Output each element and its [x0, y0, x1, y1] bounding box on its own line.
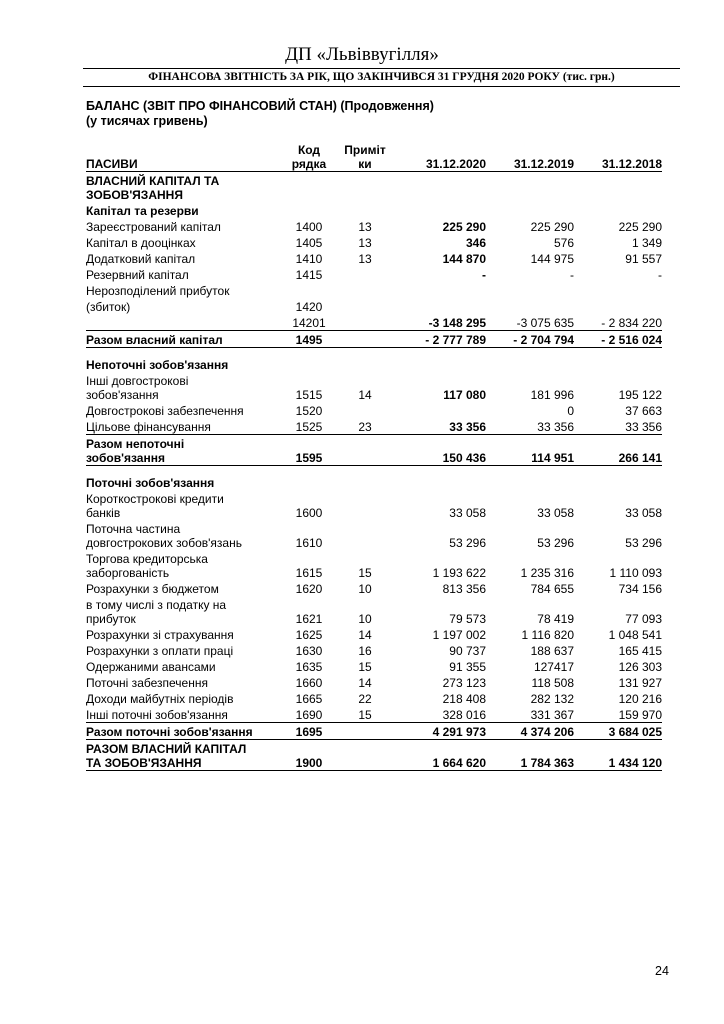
value-2019: 225 290 — [530, 220, 574, 234]
section-row-equity-liabilities — [86, 172, 662, 203]
row-label: Цільове фінансування — [86, 420, 211, 434]
report-title: БАЛАНС (ЗВІТ ПРО ФІНАНСОВИЙ СТАН) (Продовження) — [86, 99, 434, 113]
row-note: 14 — [358, 628, 372, 642]
row-code: 1400 — [295, 220, 323, 234]
row-note: 15 — [358, 566, 372, 580]
row-note: 15 — [358, 660, 372, 674]
value-2019: 53 296 — [537, 536, 574, 550]
value-2018: 77 093 — [625, 612, 662, 626]
col-header-liabilities: ПАСИВИ — [86, 141, 283, 172]
value-2019: 0 — [567, 404, 574, 418]
value-2018: 33 356 — [625, 420, 662, 434]
table-row — [86, 490, 662, 520]
value-2020: 273 123 — [442, 676, 486, 690]
value-2018: - 2 834 220 — [601, 316, 662, 330]
value-2019: 1 235 316 — [520, 566, 574, 580]
row-code: 1420 — [295, 300, 323, 314]
value-2019: 33 356 — [537, 420, 574, 434]
section-row-capital-reserves — [86, 202, 662, 218]
value-2019: 114 951 — [486, 435, 574, 466]
row-label: Додатковий капітал — [86, 252, 196, 266]
value-2019: 576 — [553, 236, 574, 250]
row-label: Одержаними авансами — [86, 660, 216, 674]
total-row-current — [86, 723, 662, 740]
table-row — [86, 690, 662, 706]
value-2019: 118 508 — [531, 676, 574, 690]
row-label: Поточні зобов'язання — [86, 476, 215, 490]
table-row — [86, 642, 662, 658]
row-code: 1665 — [295, 692, 323, 706]
value-2020: 53 296 — [449, 536, 486, 550]
col-header-2018: 31.12.2018 — [574, 141, 662, 172]
value-2018: 3 684 025 — [574, 723, 662, 740]
row-code: 1525 — [295, 420, 323, 434]
row-code: 1660 — [295, 676, 323, 690]
value-2019: 331 367 — [530, 708, 574, 722]
value-2018: 1 110 093 — [609, 566, 662, 580]
value-2020: 346 — [465, 236, 486, 250]
col-header-2020: 31.12.2020 — [395, 141, 486, 172]
row-code: 1615 — [295, 566, 323, 580]
table-header-row — [86, 141, 662, 172]
value-2020: 117 080 — [443, 388, 486, 402]
row-label: Непоточні зобов'язання — [86, 358, 229, 372]
value-2019: - 2 704 794 — [486, 331, 574, 348]
table-row — [86, 402, 662, 418]
value-2018: 225 290 — [618, 220, 662, 234]
table-row — [86, 658, 662, 674]
row-code: 1515 — [295, 388, 323, 402]
value-2019: 78 419 — [537, 612, 574, 626]
value-2020: - 2 777 789 — [395, 331, 486, 348]
row-note: 16 — [358, 644, 372, 658]
row-label: (збиток) — [86, 300, 131, 314]
value-2018: 91 557 — [625, 252, 662, 266]
value-2020: 91 355 — [449, 660, 486, 674]
table-row — [86, 372, 662, 402]
value-2018: 1 048 541 — [608, 628, 662, 642]
page-number: 24 — [655, 964, 669, 978]
value-2018: 126 303 — [618, 660, 662, 674]
row-code: 1621 — [295, 612, 323, 626]
row-label: Розрахунки зі страхування — [86, 628, 234, 642]
total-row-non-current — [86, 435, 662, 466]
value-2018: 120 216 — [618, 692, 662, 706]
row-label: Зареєстрований капітал — [86, 220, 221, 234]
section-row-non-current — [86, 356, 662, 372]
value-2018: 1 434 120 — [574, 740, 662, 771]
table-row — [86, 520, 662, 550]
row-code: 14201 — [292, 316, 326, 330]
row-code: 1410 — [295, 252, 323, 266]
value-2018: 33 058 — [625, 506, 662, 520]
value-2020: 79 573 — [449, 612, 486, 626]
table-row — [86, 550, 662, 580]
header-rule-top — [83, 68, 680, 69]
table-row — [86, 234, 662, 250]
report-subtitle: ФІНАНСОВА ЗВІТНІСТЬ ЗА РІК, ЩО ЗАКІНЧИВСЯ 31 ГРУДНЯ 2020 РОКУ (тис. грн.) — [148, 71, 615, 83]
row-label: Інші поточні зобов'язання — [86, 708, 228, 722]
balance-table — [86, 141, 662, 771]
table-row — [86, 626, 662, 642]
row-note: 13 — [358, 236, 372, 250]
value-2020: 813 356 — [442, 582, 486, 596]
col-header-2019: 31.12.2019 — [486, 141, 574, 172]
row-code: 1600 — [295, 506, 323, 520]
value-2018: 195 122 — [618, 388, 662, 402]
row-note: 22 — [358, 692, 372, 706]
row-code: 1630 — [295, 644, 323, 658]
row-label: Торгова кредиторська заборгованість — [86, 552, 208, 580]
col-header-notes: Приміт ки — [335, 141, 395, 172]
value-2019: 1 784 363 — [486, 740, 574, 771]
row-code: 1635 — [295, 660, 323, 674]
row-note: 15 — [358, 708, 372, 722]
value-2018: 734 156 — [618, 582, 662, 596]
row-code: 1900 — [283, 740, 335, 771]
row-label: Разом непоточні зобов'язання — [86, 435, 283, 466]
value-2019: 33 058 — [537, 506, 574, 520]
row-code: 1595 — [283, 435, 335, 466]
row-code: 1610 — [295, 536, 323, 550]
row-label: Резервний капітал — [86, 268, 189, 282]
value-2019: 188 637 — [530, 644, 574, 658]
value-2020: 90 737 — [449, 644, 486, 658]
section-row-current — [86, 474, 662, 490]
value-2019: - — [570, 268, 574, 282]
value-2020: 1 197 002 — [432, 628, 486, 642]
value-2019: 784 655 — [530, 582, 574, 596]
row-label: Довгострокові забезпечення — [86, 404, 244, 418]
row-code: 1695 — [283, 723, 335, 740]
row-label: Розрахунки з бюджетом — [86, 582, 219, 596]
row-label: Інші довгострокові зобов'язання — [86, 374, 189, 402]
report-units: (у тисячах гривень) — [86, 114, 208, 128]
row-label: ВЛАСНИЙ КАПІТАЛ ТА ЗОБОВ'ЯЗАННЯ — [86, 174, 220, 202]
row-label: РАЗОМ ВЛАСНИЙ КАПІТАЛ ТА ЗОБОВ'ЯЗАННЯ — [86, 740, 283, 771]
value-2018: 1 349 — [631, 236, 662, 250]
row-note: 13 — [358, 252, 372, 266]
row-label: Поточні забезпечення — [86, 676, 208, 690]
row-code: 1625 — [295, 628, 323, 642]
value-2020: -3 148 295 — [428, 316, 486, 330]
value-2020: 33 058 — [449, 506, 486, 520]
grand-total-row — [86, 740, 662, 771]
value-2019: -3 075 635 — [516, 316, 574, 330]
table-row — [86, 706, 662, 723]
row-note: 13 — [358, 220, 372, 234]
value-2018: 131 927 — [618, 676, 662, 690]
row-label: Разом власний капітал — [86, 331, 283, 348]
value-2020: 225 290 — [442, 220, 486, 234]
company-name: ДП «Львіввугілля» — [285, 44, 439, 65]
value-2019: 4 374 206 — [486, 723, 574, 740]
table-row — [86, 580, 662, 596]
row-label: в тому числі з податку на прибуток — [86, 598, 227, 626]
table-row — [86, 298, 662, 314]
row-note: 10 — [358, 612, 372, 626]
table-row — [86, 266, 662, 282]
table-row — [86, 282, 662, 298]
header-rule-bottom — [83, 86, 680, 87]
row-label: Капітал в дооцінках — [86, 236, 196, 250]
value-2020: 150 436 — [395, 435, 486, 466]
row-code: 1405 — [295, 236, 323, 250]
total-row-equity — [86, 331, 662, 348]
table-row — [86, 418, 662, 435]
row-label: Розрахунки з оплати праці — [86, 644, 234, 658]
value-2019: 1 116 820 — [521, 628, 574, 642]
row-code: 1520 — [295, 404, 323, 418]
row-note: 14 — [358, 676, 372, 690]
row-code: 1415 — [295, 268, 323, 282]
value-2019: 282 132 — [530, 692, 574, 706]
row-note: 14 — [358, 388, 372, 402]
row-label: Разом поточні зобов'язання — [86, 723, 283, 740]
value-2019: 144 975 — [530, 252, 574, 266]
row-label: Капітал та резерви — [86, 204, 199, 218]
row-label: Нерозподілений прибуток — [86, 284, 230, 298]
table-row — [86, 218, 662, 234]
value-2018: - 2 516 024 — [574, 331, 662, 348]
value-2019: 127417 — [533, 660, 574, 674]
value-2020: 33 356 — [449, 420, 486, 434]
col-header-code: Код рядка — [283, 141, 335, 172]
value-2020: - — [482, 268, 486, 282]
value-2018: - — [658, 268, 662, 282]
value-2018: 159 970 — [618, 708, 662, 722]
row-note: 23 — [358, 420, 372, 434]
value-2018: 165 415 — [618, 644, 662, 658]
table-row — [86, 314, 662, 331]
row-label: Поточна частина довгострокових зобов'язань — [86, 522, 242, 550]
table-row — [86, 250, 662, 266]
value-2018: 266 141 — [574, 435, 662, 466]
row-label: Доходи майбутніх періодів — [86, 692, 234, 706]
row-code: 1690 — [295, 708, 323, 722]
row-code: 1495 — [283, 331, 335, 348]
value-2020: 1 664 620 — [395, 740, 486, 771]
value-2020: 1 193 622 — [432, 566, 486, 580]
table-row — [86, 596, 662, 626]
value-2018: 37 663 — [625, 404, 662, 418]
row-label: Короткострокові кредити банків — [86, 492, 224, 520]
table-row — [86, 674, 662, 690]
value-2019: 181 996 — [530, 388, 574, 402]
value-2018: 53 296 — [625, 536, 662, 550]
row-note: 10 — [358, 582, 372, 596]
value-2020: 328 016 — [442, 708, 486, 722]
value-2020: 4 291 973 — [395, 723, 486, 740]
value-2020: 144 870 — [442, 252, 486, 266]
row-code: 1620 — [295, 582, 323, 596]
value-2020: 218 408 — [442, 692, 486, 706]
